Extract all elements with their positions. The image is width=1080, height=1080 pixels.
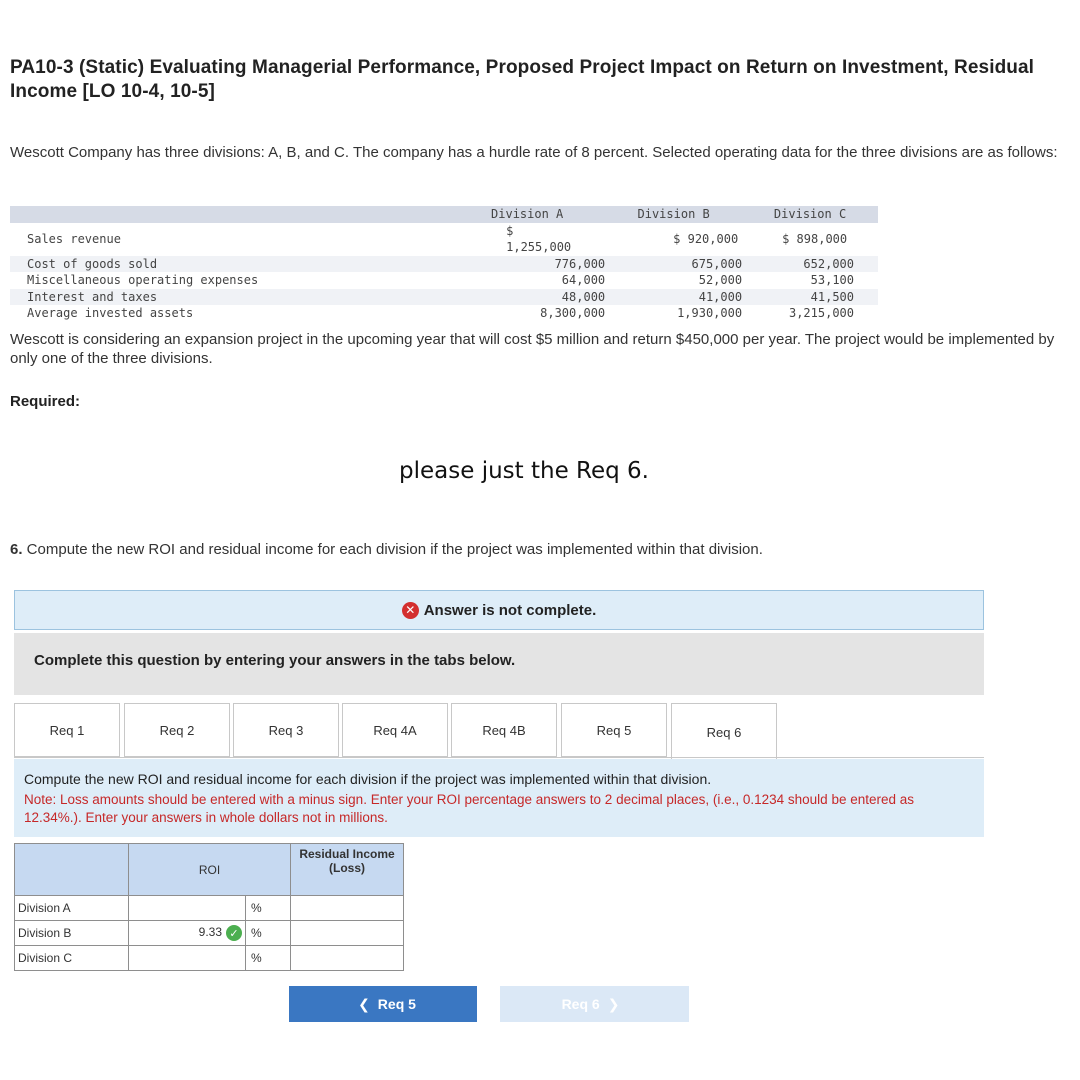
table-row: Miscellaneous operating expenses 64,000 52,000 53,100 [27,273,854,287]
header-corner [15,844,129,896]
intro-text: Wescott Company has three divisions: A, B, and C. The company has a hurdle rate of 8 percent. Selected operating data for the three divisions are as follows: [10,144,1058,161]
row-label: Division A [15,896,129,921]
roi-input-division-a[interactable] [129,896,246,921]
residual-income-header: Residual Income (Loss) [291,844,404,896]
chevron-left-icon: ❮ [358,995,370,1012]
required-label: Required: [10,393,81,410]
check-icon: ✓ [226,925,242,941]
panel-instruction: Compute the new ROI and residual income for each division if the project was implemented within that division. [24,771,712,787]
instruction-text: Complete this question by entering your answers in the tabs below. [34,652,516,669]
header-division-b: Division B [637,207,710,221]
tab-req-1[interactable]: Req 1 [14,703,120,757]
answer-header-row [15,844,404,896]
table-row: Interest and taxes 48,000 41,000 41,500 [10,289,878,306]
question-number: 6. [10,541,23,558]
status-text: Answer is not complete. [423,601,597,619]
tab-req-4b[interactable]: Req 4B [451,703,557,757]
answer-table [14,843,404,971]
row-label: Division C [15,946,129,971]
tab-panel [14,759,984,837]
header-division-c: Division C [773,207,847,221]
percent-sign: % [246,921,291,946]
next-req-button[interactable] [500,986,689,1022]
ri-input-division-c[interactable] [291,946,404,971]
table-row [15,946,404,971]
next-button-label: Req 6 [561,996,600,1012]
tab-req-2[interactable]: Req 2 [124,703,230,757]
project-description: Wescott is considering an expansion project in the upcoming year that will cost $5 million and return $450,000 per year. The project would be implemented by only one of the three divisions. [10,331,1055,367]
row-label: Division B [15,921,129,946]
operating-data-table [10,206,878,322]
tab-req-4a[interactable]: Req 4A [342,703,448,757]
header-division-a: Division A [491,207,564,221]
roi-value: 9.33 [198,925,222,940]
table-row [15,921,404,946]
x-circle-icon: ✕ [402,602,419,619]
instruction-bar [14,633,984,695]
table-row [15,896,404,921]
tab-req-6[interactable]: Req 6 [671,703,777,760]
panel-note: Note: Loss amounts should be entered with a minus sign. Enter your ROI percentage answers to 2 decimal places, (i.e., 0.1234 should be entered as 12.34%.). Enter your answers in whole dollars not in millions. [24,792,915,825]
table-row: Sales revenue $ 1,255,000 $ 920,000 $ 898,000 [27,223,848,254]
chevron-right-icon: ❯ [607,995,620,1012]
percent-sign: % [246,946,291,971]
answer-status-banner [14,590,984,630]
tab-req-5[interactable]: Req 5 [561,703,667,757]
table-row: Cost of goods sold 776,000 675,000 652,000 [10,256,878,273]
percent-sign: % [246,896,291,921]
problem-title: PA10-3 (Static) Evaluating Managerial Performance, Proposed Project Impact on Return on Investment, Residual Income [LO 10-4, 10-5] [10,57,1035,102]
tab-req-3[interactable]: Req 3 [233,703,339,757]
ri-input-division-b[interactable] [291,921,404,946]
table-header-row [10,206,878,223]
ri-input-division-a[interactable] [291,896,404,921]
table-row: Average invested assets 8,300,000 1,930,000 3,215,000 [27,306,854,320]
tab-divider [14,757,984,758]
roi-input-division-b[interactable] [129,921,246,946]
question-text: Compute the new ROI and residual income for each division if the project was implemented within that division. [22,541,763,558]
question-6 [10,541,763,558]
roi-header: ROI [129,844,291,896]
prev-req-button[interactable] [289,986,477,1022]
user-note: please just the Req 6. [399,458,649,484]
roi-input-division-c[interactable] [129,946,246,971]
prev-button-label: Req 5 [377,996,416,1012]
